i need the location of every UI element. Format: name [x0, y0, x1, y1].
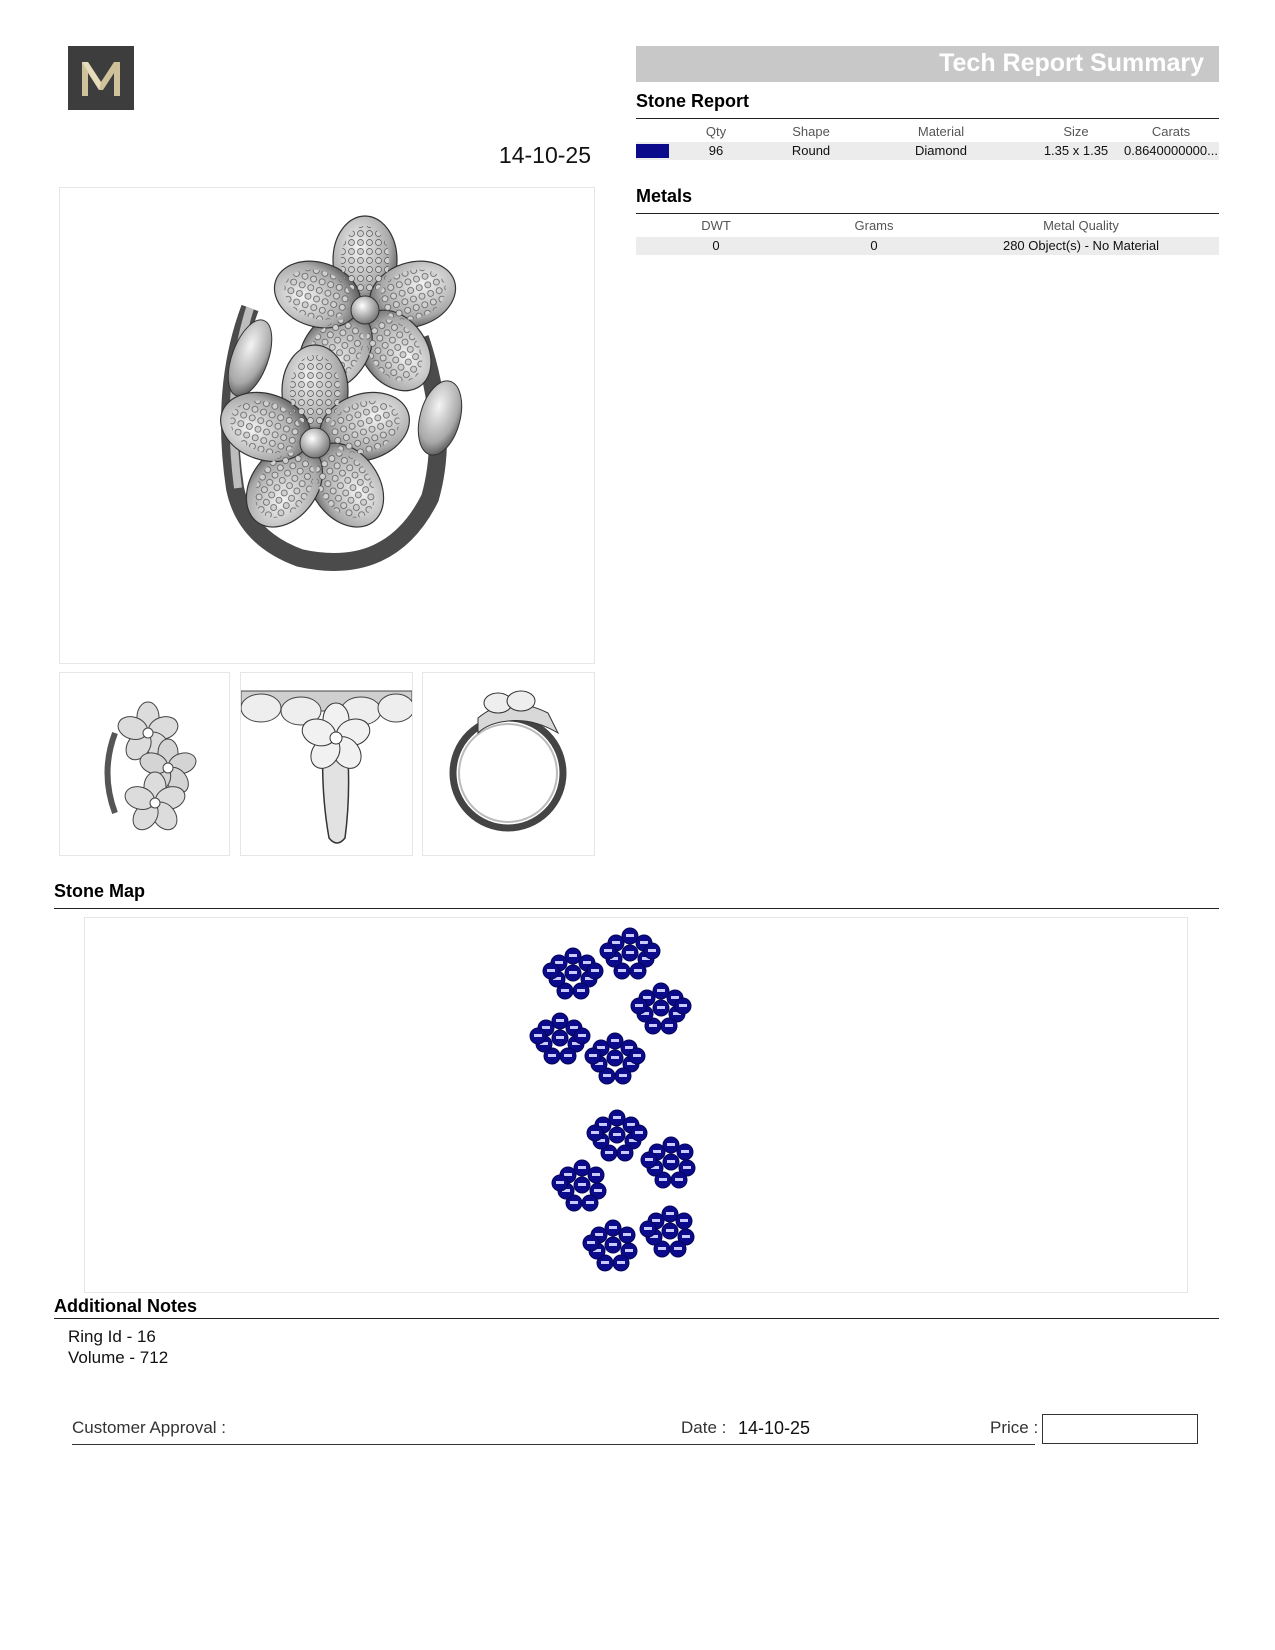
- stone-marker: [631, 1125, 647, 1141]
- stone-marker: [552, 1013, 568, 1029]
- stone-marker: [663, 1137, 679, 1153]
- stone-marker: [631, 998, 647, 1014]
- stone-marker: [615, 1068, 631, 1084]
- stone-marker: [552, 1030, 568, 1046]
- stone-marker: [662, 1206, 678, 1222]
- col-qty: Qty: [705, 124, 727, 139]
- stone-marker: [653, 1000, 669, 1016]
- stone-marker: [574, 1160, 590, 1176]
- stone-marker: [676, 1213, 692, 1229]
- stone-marker: [587, 963, 603, 979]
- stone-report-header-row: [636, 124, 1219, 140]
- stone-map-panel: [84, 917, 1188, 1293]
- stone-marker: [609, 1110, 625, 1126]
- stone-marker: [607, 1050, 623, 1066]
- approval-date-label: Date :: [681, 1418, 727, 1437]
- stone-marker: [560, 1048, 576, 1064]
- stone-marker: [588, 1167, 604, 1183]
- metal-grams: 0: [870, 238, 878, 253]
- ring-render-main-image: [59, 187, 595, 664]
- stone-marker: [661, 1018, 677, 1034]
- metal-quality: 280 Object(s) - No Material: [1002, 238, 1160, 253]
- report-title: Tech Report Summary: [939, 49, 1204, 77]
- stone-marker: [582, 1195, 598, 1211]
- col-shape: Shape: [792, 124, 830, 139]
- stone-marker: [613, 1255, 629, 1271]
- metals-divider: [636, 213, 1219, 214]
- stone-marker: [677, 1144, 693, 1160]
- stone-marker: [585, 1048, 601, 1064]
- stone-report-divider: [636, 118, 1219, 119]
- report-date: 14-10-25: [498, 142, 591, 168]
- stone-report-row: [636, 142, 1219, 160]
- stone-marker: [675, 998, 691, 1014]
- stone-marker: [640, 1221, 656, 1237]
- col-carats: Carats: [1151, 124, 1191, 139]
- col-material: Material: [917, 124, 965, 139]
- price-input-box[interactable]: [1042, 1414, 1198, 1444]
- stone-marker: [629, 1048, 645, 1064]
- metals-heading: Metals: [636, 186, 693, 206]
- stone-marker: [605, 1237, 621, 1253]
- stone-qty: 96: [708, 143, 724, 158]
- metals-row: [636, 237, 1219, 255]
- stone-marker: [609, 1127, 625, 1143]
- note-line: Volume - 712: [68, 1348, 169, 1367]
- stone-marker: [552, 1175, 568, 1191]
- approval-signature-line: [72, 1444, 1035, 1445]
- stone-marker: [574, 1028, 590, 1044]
- additional-notes-heading: Additional Notes: [54, 1296, 197, 1316]
- stone-marker: [670, 1241, 686, 1257]
- metals-header-row: [636, 218, 1219, 234]
- stone-marker: [619, 1227, 635, 1243]
- stone-marker: [530, 1028, 546, 1044]
- stone-marker: [622, 928, 638, 944]
- col-size: Size: [1063, 124, 1089, 139]
- stone-marker: [622, 945, 638, 961]
- stone-marker: [565, 965, 581, 981]
- stone-map-divider: [54, 908, 1219, 909]
- stone-marker: [653, 983, 669, 999]
- stone-carats: 0.8640000000...: [1124, 143, 1218, 158]
- notes-body: [68, 1326, 168, 1368]
- stone-marker: [574, 1177, 590, 1193]
- stone-marker: [644, 943, 660, 959]
- notes-divider: [54, 1318, 1219, 1319]
- stone-marker: [587, 1125, 603, 1141]
- approval-date-value: 14-10-25: [738, 1418, 811, 1438]
- stone-marker: [662, 1223, 678, 1239]
- ring-thumbnail-profile: [422, 672, 595, 856]
- col-metal-quality: Metal Quality: [1043, 218, 1119, 233]
- report-title-bar: [636, 46, 1219, 82]
- stone-marker: [583, 1235, 599, 1251]
- stone-marker: [565, 948, 581, 964]
- stone-marker: [671, 1172, 687, 1188]
- stone-marker: [607, 1033, 623, 1049]
- company-logo: [68, 46, 134, 110]
- stone-map-heading: Stone Map: [54, 881, 146, 901]
- stone-marker: [663, 1154, 679, 1170]
- note-line: Ring Id - 16: [68, 1327, 156, 1346]
- price-label: Price :: [990, 1418, 1039, 1437]
- ring-thumbnail-side: [240, 672, 413, 856]
- stone-marker: [630, 963, 646, 979]
- stone-color-swatch: [636, 144, 669, 158]
- stone-size: 1.35 x 1.35: [1043, 143, 1109, 158]
- stone-marker: [641, 1152, 657, 1168]
- stone-report-heading: Stone Report: [636, 91, 750, 111]
- stone-marker: [573, 983, 589, 999]
- stone-marker: [600, 943, 616, 959]
- col-grams: Grams: [854, 218, 894, 233]
- customer-approval-label: Customer Approval :: [72, 1418, 227, 1437]
- stone-marker: [617, 1145, 633, 1161]
- stone-material: Diamond: [914, 143, 968, 158]
- col-dwt: DWT: [701, 218, 731, 233]
- metal-dwt: 0: [712, 238, 720, 253]
- ring-thumbnail-front: [59, 672, 230, 856]
- stone-shape: Round: [791, 143, 831, 158]
- stone-marker: [605, 1220, 621, 1236]
- stone-marker: [543, 963, 559, 979]
- stone-map-diagram: [85, 918, 1187, 1292]
